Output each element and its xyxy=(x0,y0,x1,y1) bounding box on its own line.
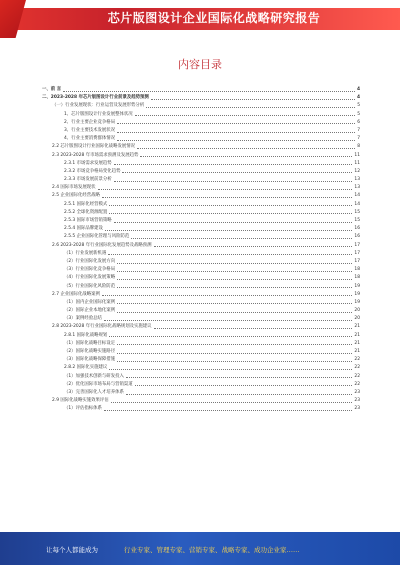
toc-entry[interactable] xyxy=(42,184,360,192)
toc-entry[interactable] xyxy=(42,307,360,315)
toc-entry-text: 一、前 言 xyxy=(42,87,62,92)
toc-entry[interactable] xyxy=(42,176,360,184)
toc-entry-page: 21 xyxy=(354,332,360,338)
toc-entry[interactable] xyxy=(42,192,360,200)
toc-leader-dots xyxy=(109,213,352,214)
toc-entry-text: 2.3 2023-2028 年市场需求预测及发展趋势 xyxy=(52,152,139,158)
toc-entry-text: 2.5.2 全球化资源配置 xyxy=(64,209,108,215)
toc-leader-dots xyxy=(135,115,356,116)
toc-entry-text: 2.3.2 市场竞争格局变化趋势 xyxy=(64,168,121,174)
toc-entry-page: 21 xyxy=(354,324,360,330)
toc-entry[interactable] xyxy=(42,168,360,176)
toc-entry-text: 3、行业主要技术发展状况 xyxy=(64,127,116,133)
toc-entry-text: （3）行业国际化竞争格局 xyxy=(64,267,116,273)
toc-entry-page: 21 xyxy=(354,349,360,354)
toc-entry-text: （1）行业发展新机遇 xyxy=(64,250,107,256)
toc-entry-text: （3）完善国际化人才培养体系 xyxy=(64,389,124,395)
toc-leader-dots xyxy=(117,132,355,133)
toc-entry[interactable] xyxy=(42,381,360,389)
toc-entry[interactable] xyxy=(42,233,360,241)
toc-entry-page: 19 xyxy=(354,299,360,305)
toc-entry-text: （1）评估指标体系 xyxy=(64,406,102,412)
toc-leader-dots xyxy=(126,394,353,395)
toc-entry-text: 2.3.1 市场需求发展趋势 xyxy=(64,160,112,166)
toc-leader-dots xyxy=(98,189,353,190)
toc-entry-text: 2.5 企业国际化经营战略 xyxy=(52,193,100,199)
toc-entry-page: 7 xyxy=(357,136,360,142)
table-of-contents xyxy=(42,86,360,414)
toc-leader-dots xyxy=(117,140,355,141)
toc-entry[interactable] xyxy=(42,250,360,258)
toc-leader-dots xyxy=(111,402,353,403)
toc-entry-text: 1、芯片版图设计行业发展整体状况 xyxy=(64,111,133,117)
toc-entry[interactable] xyxy=(42,348,360,356)
toc-entry-text: 2.5.5 企业国际化管理与风险防范 xyxy=(64,234,130,240)
toc-entry-text: （3）国际化战略保障措施 xyxy=(64,357,116,363)
toc-entry-page: 23 xyxy=(354,398,360,404)
toc-entry[interactable] xyxy=(42,283,360,291)
toc-entry-page: 5 xyxy=(357,111,360,117)
toc-entry[interactable] xyxy=(42,332,360,340)
toc-leader-dots xyxy=(117,344,352,345)
toc-entry[interactable] xyxy=(42,274,360,282)
toc-entry-page: 7 xyxy=(357,127,360,133)
toc-leader-dots xyxy=(117,361,352,362)
toc-entry[interactable] xyxy=(42,209,360,217)
toc-leader-dots xyxy=(109,369,352,370)
toc-entry[interactable] xyxy=(42,242,360,250)
toc-entry[interactable] xyxy=(42,102,360,110)
toc-entry[interactable] xyxy=(42,397,360,405)
toc-leader-dots xyxy=(117,263,352,264)
toc-entry-page: 5 xyxy=(357,103,360,109)
toc-leader-dots xyxy=(126,377,353,378)
toc-entry-page: 4 xyxy=(356,87,360,92)
toc-entry[interactable] xyxy=(42,152,360,160)
toc-entry-text: （5）行业国际化风险防范 xyxy=(64,283,116,289)
toc-leader-dots xyxy=(109,336,352,337)
toc-entry-text: 2.2 芯片版图设计行业国际化战略发展情况 xyxy=(52,144,136,150)
toc-entry-page: 15 xyxy=(354,209,360,215)
toc-entry-page: 19 xyxy=(354,291,360,297)
toc-entry-text: （2）行业国际化发展方向 xyxy=(64,258,116,264)
footer-slogan-left: 让每个人都能成为 xyxy=(46,546,98,554)
toc-leader-dots xyxy=(63,91,355,92)
toc-entry-text: 2.6 2023-2028 年行业国际化发展趋势及战略预测 xyxy=(52,242,152,248)
toc-entry[interactable] xyxy=(42,160,360,168)
toc-entry-text: （3）案例经验总结 xyxy=(64,316,102,322)
toc-entry-text: （1）国际化战略目标设定 xyxy=(64,340,116,346)
toc-entry-page: 22 xyxy=(354,365,360,371)
toc-entry[interactable] xyxy=(42,291,360,299)
toc-entry-page: 14 xyxy=(354,193,360,199)
toc-entry-text: （一）行业发展现状：行业运营及发展形势分析 xyxy=(52,103,145,109)
toc-entry-page: 14 xyxy=(354,201,360,207)
toc-entry[interactable] xyxy=(42,340,360,348)
toc-entry-text: 2.7 企业国际化战略案例 xyxy=(52,291,100,297)
toc-entry-page: 19 xyxy=(354,283,360,289)
toc-leader-dots xyxy=(105,230,352,231)
toc-leader-dots xyxy=(109,205,352,206)
toc-entry[interactable] xyxy=(42,225,360,233)
toc-entry-page: 15 xyxy=(354,218,360,223)
toc-entry-text: 4、行业主要消费群体情况 xyxy=(64,136,116,142)
toc-entry-text: （2）国际企业本地化案例 xyxy=(64,308,116,314)
toc-entry-page: 17 xyxy=(354,250,360,256)
toc-entry-text: 2.8 2023-2028 年行业国际化战略规划及实施建议 xyxy=(52,324,152,330)
toc-title: 内容目录 xyxy=(178,58,222,71)
toc-entry[interactable] xyxy=(42,323,360,331)
toc-entry[interactable] xyxy=(42,266,360,274)
toc-entry[interactable] xyxy=(42,94,360,102)
toc-entry-page: 13 xyxy=(354,185,360,191)
toc-leader-dots xyxy=(146,107,355,108)
toc-entry-page: 16 xyxy=(354,226,360,232)
toc-entry-page: 8 xyxy=(357,144,360,150)
toc-entry-page: 17 xyxy=(354,242,360,248)
toc-entry[interactable] xyxy=(42,119,360,127)
footer-banner xyxy=(0,532,400,565)
toc-leader-dots xyxy=(117,287,352,288)
toc-leader-dots xyxy=(140,156,352,157)
toc-entry-page: 13 xyxy=(354,177,360,183)
toc-leader-dots xyxy=(117,279,352,280)
toc-entry-page: 16 xyxy=(354,234,360,240)
toc-leader-dots xyxy=(137,148,355,149)
toc-entry[interactable] xyxy=(42,201,360,209)
document-title: 芯片版图设计企业国际化战略研究报告 xyxy=(107,11,321,25)
toc-entry-text: 2.3.3 市场发展前景分析 xyxy=(64,177,112,183)
toc-leader-dots xyxy=(131,238,352,239)
toc-leader-dots xyxy=(104,410,352,411)
toc-leader-dots xyxy=(117,353,352,354)
toc-entry-text: 二、2023-2028 年芯片版图设计行业前景及趋势预测 xyxy=(42,95,149,101)
toc-entry[interactable] xyxy=(42,143,360,151)
toc-entry-page: 22 xyxy=(354,381,360,387)
toc-entry-text: 2.8.2 国际化实施建议 xyxy=(64,365,108,371)
toc-leader-dots xyxy=(151,99,355,100)
toc-leader-dots xyxy=(154,246,353,247)
toc-entry[interactable] xyxy=(42,373,360,381)
toc-entry-text: （1）国内企业国际化案例 xyxy=(64,299,116,305)
toc-entry[interactable] xyxy=(42,258,360,266)
toc-leader-dots xyxy=(117,123,355,124)
toc-entry-page: 22 xyxy=(354,357,360,363)
toc-entry-text: 2、行业主要企业竞争格局 xyxy=(64,119,116,125)
toc-leader-dots xyxy=(122,172,352,173)
toc-leader-dots xyxy=(104,320,352,321)
toc-leader-dots xyxy=(117,271,352,272)
toc-entry[interactable] xyxy=(42,135,360,143)
toc-entry-text: （1）加强技术创新与研发投入 xyxy=(64,373,124,379)
toc-entry[interactable] xyxy=(42,356,360,364)
toc-entry-page: 23 xyxy=(354,389,360,395)
toc-entry-page: 18 xyxy=(354,275,360,281)
toc-entry-text: 2.8.1 国际化战略规划 xyxy=(64,332,108,338)
toc-entry-page: 6 xyxy=(357,119,360,125)
toc-entry-page: 21 xyxy=(354,340,360,346)
toc-entry[interactable] xyxy=(42,389,360,397)
toc-entry[interactable] xyxy=(42,111,360,119)
toc-entry-text: 2.5.1 国际化经营模式 xyxy=(64,201,108,207)
toc-entry[interactable] xyxy=(42,405,360,413)
toc-entry-text: 2.9 国际化战略实施效果评估 xyxy=(52,398,109,404)
toc-leader-dots xyxy=(114,222,353,223)
toc-leader-dots xyxy=(117,303,352,304)
toc-entry-page: 12 xyxy=(354,168,360,174)
toc-entry-page: 17 xyxy=(354,258,360,264)
header xyxy=(0,0,400,38)
toc-entry[interactable] xyxy=(42,217,360,225)
toc-entry[interactable] xyxy=(42,315,360,323)
toc-leader-dots xyxy=(114,181,353,182)
toc-leader-dots xyxy=(102,295,353,296)
toc-leader-dots xyxy=(114,164,353,165)
toc-entry[interactable] xyxy=(42,127,360,135)
toc-entry-page: 11 xyxy=(354,160,360,166)
toc-entry-page: 23 xyxy=(354,406,360,412)
toc-entry-text: （4）行业国际化发展策略 xyxy=(64,275,116,281)
toc-entry-text: （2）国际化战略实施路径 xyxy=(64,349,116,354)
toc-leader-dots xyxy=(135,385,353,386)
toc-entry-text: （2）优化国际市场布局与营销渠道 xyxy=(64,381,133,387)
toc-entry-page: 18 xyxy=(354,267,360,273)
toc-leader-dots xyxy=(108,254,352,255)
toc-leader-dots xyxy=(154,328,353,329)
toc-entry-text: 2.5.4 国际品牌建设 xyxy=(64,226,103,232)
toc-entry-text: 2.5.3 国际市场营销策略 xyxy=(64,218,112,223)
toc-entry-page: 20 xyxy=(354,316,360,322)
toc-leader-dots xyxy=(117,312,352,313)
footer-slogan-right: 行业专家、管理专家、营销专家、战略专家、成功企业家…… xyxy=(124,546,300,554)
toc-leader-dots xyxy=(102,197,353,198)
toc-entry[interactable] xyxy=(42,86,360,94)
toc-entry[interactable] xyxy=(42,299,360,307)
toc-entry-page: 22 xyxy=(354,373,360,379)
toc-entry-page: 11 xyxy=(354,152,360,158)
toc-entry[interactable] xyxy=(42,364,360,372)
toc-entry-page: 4 xyxy=(356,95,360,101)
toc-entry-text: 2.4 国际市场发展现状 xyxy=(52,185,96,191)
toc-entry-page: 20 xyxy=(354,308,360,314)
